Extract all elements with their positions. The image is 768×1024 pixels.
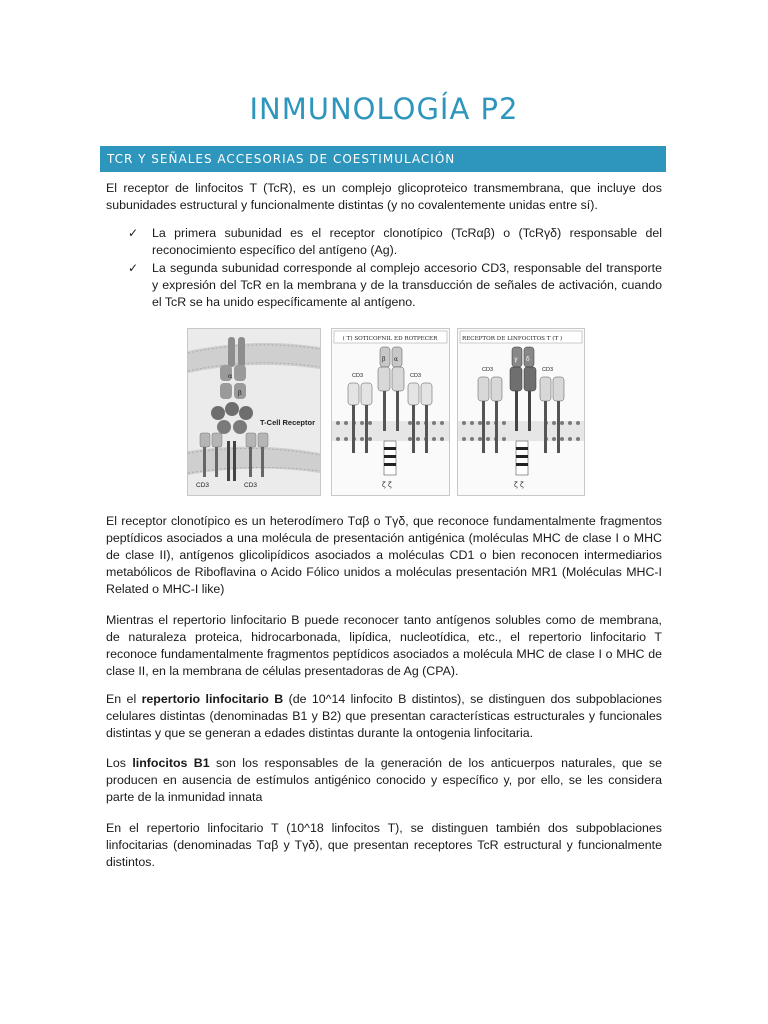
paragraph-b1-lymphocytes (106, 755, 662, 806)
bold-term: repertorio linfocitario B (141, 692, 284, 706)
section-heading: TCR Y SEÑALES ACCESORIAS DE COESTIMULACIÓN (100, 146, 666, 172)
tcr-gd-svg (458, 329, 584, 495)
checkmark-icon: ✓ (128, 261, 139, 275)
figure-header: RECEPTOR DE LINFOCITOS T (T ) (462, 336, 563, 342)
bullet-text: La primera subunidad es el receptor clonotípico (TcRαβ) o (TcRγδ) responsable del reconocimiento específico del antígeno (Ag). (152, 226, 662, 257)
page-title: INMUNOLOGÍA P2 (249, 92, 519, 126)
list-item (106, 225, 662, 259)
svg-text:δ: δ (526, 356, 530, 363)
tcr-ab-svg (332, 329, 449, 495)
text-span: (de 10^14 linfocito B distintos), se distinguen dos subpoblaciones celulares distintas (denominadas B1 y B2) que presentan características estructurales y funcionales distintas y que se generan a edades distintas durante la ontogenia linfocitaria. (106, 692, 662, 740)
svg-text:ζ ζ: ζ ζ (382, 481, 392, 489)
tcr-label: T-Cell Receptor (260, 418, 316, 427)
svg-text:β: β (382, 356, 386, 363)
cd3-left-label: CD3 (352, 373, 364, 379)
tcr-alpha-beta-diagram (331, 328, 450, 496)
bullet-list (106, 225, 662, 312)
list-item (106, 260, 662, 311)
text-span: En el (106, 692, 142, 706)
paragraph-repertoire-b-vs-t: Mientras el repertorio linfocitario B puede reconocer tanto antígenos solubles como de membrana, de naturaleza proteica, hidrocarbonada, lipídica, nucleotídica, etc., el repertorio linfocitario T reconoce fundamentalmente fragmentos peptídicos asociados a molécula MHC de clase I o MHC de clase II, en la membrana de células presentadoras de Ag (CPA). (106, 613, 662, 678)
paragraph-repertoire-t: En el repertorio linfocitario T (10^18 linfocitos T), se distinguen también dos subpoblaciones linfocitarias (denominadas Tαβ y Tγδ), que presentan receptores TcR estructural y funcionalmente distintos. (106, 821, 662, 869)
svg-text:α: α (228, 372, 233, 380)
cd3-right-label: CD3 (410, 373, 422, 379)
checkmark-icon: ✓ (128, 226, 139, 240)
cd3-left-label: CD3 (482, 367, 494, 373)
tcr-illustration-figure (187, 328, 321, 496)
cd3-right-label: CD3 (244, 482, 258, 489)
text-span: son los responsables de la generación de los anticuerpos naturales, que se producen en ausencia de estímulos antigénico conocido y específico y, por ello, se les considera parte de la inmunidad innata (106, 756, 662, 804)
svg-text:α: α (394, 356, 399, 363)
paragraph-repertoire-b (106, 691, 662, 742)
cd3-left-label: CD3 (196, 482, 210, 489)
tcr-gamma-delta-diagram (457, 328, 585, 496)
svg-text:ζ ζ: ζ ζ (514, 481, 524, 489)
text-span: Los (106, 756, 133, 770)
tcr-illustration (188, 329, 320, 495)
intro-paragraph: El receptor de linfocitos T (TcR), es un complejo glicoproteico transmembrana, que incluye dos subunidades estructural y funcionalmente distintas (y no covalentemente unidas entre sí). (106, 181, 662, 212)
svg-text:β: β (238, 389, 242, 397)
bullet-text: La segunda subunidad corresponde al complejo accesorio CD3, responsable del transporte y expresión del TcR en la membrana y de la transducción de señales de activación, cuando el TcR se ha unido específicamente al antígeno. (152, 261, 662, 309)
paragraph-clonotypic-receptor: El receptor clonotípico es un heterodímero Tαβ o Tγδ, que reconoce fundamentalmente fragmentos peptídicos asociados a una molécula de presentación antigénica (moléculas MHC de clase I o MHC de clase II), antígenos glicolipídicos asociados a moléculas CD1 o bien reconocen intermediarios metabólicos de Riboflavina o Acido Fólico unidos a moléculas presentación MR1 (Moléculas MHC-I Related o MHC-I like) (106, 514, 662, 596)
svg-text:γ: γ (514, 356, 518, 363)
figure-header-mirrored: ( T) SOTICOFNIL ED ROTPECER (342, 336, 438, 342)
cd3-right-label: CD3 (542, 367, 554, 373)
bold-term: linfocitos B1 (132, 756, 210, 770)
